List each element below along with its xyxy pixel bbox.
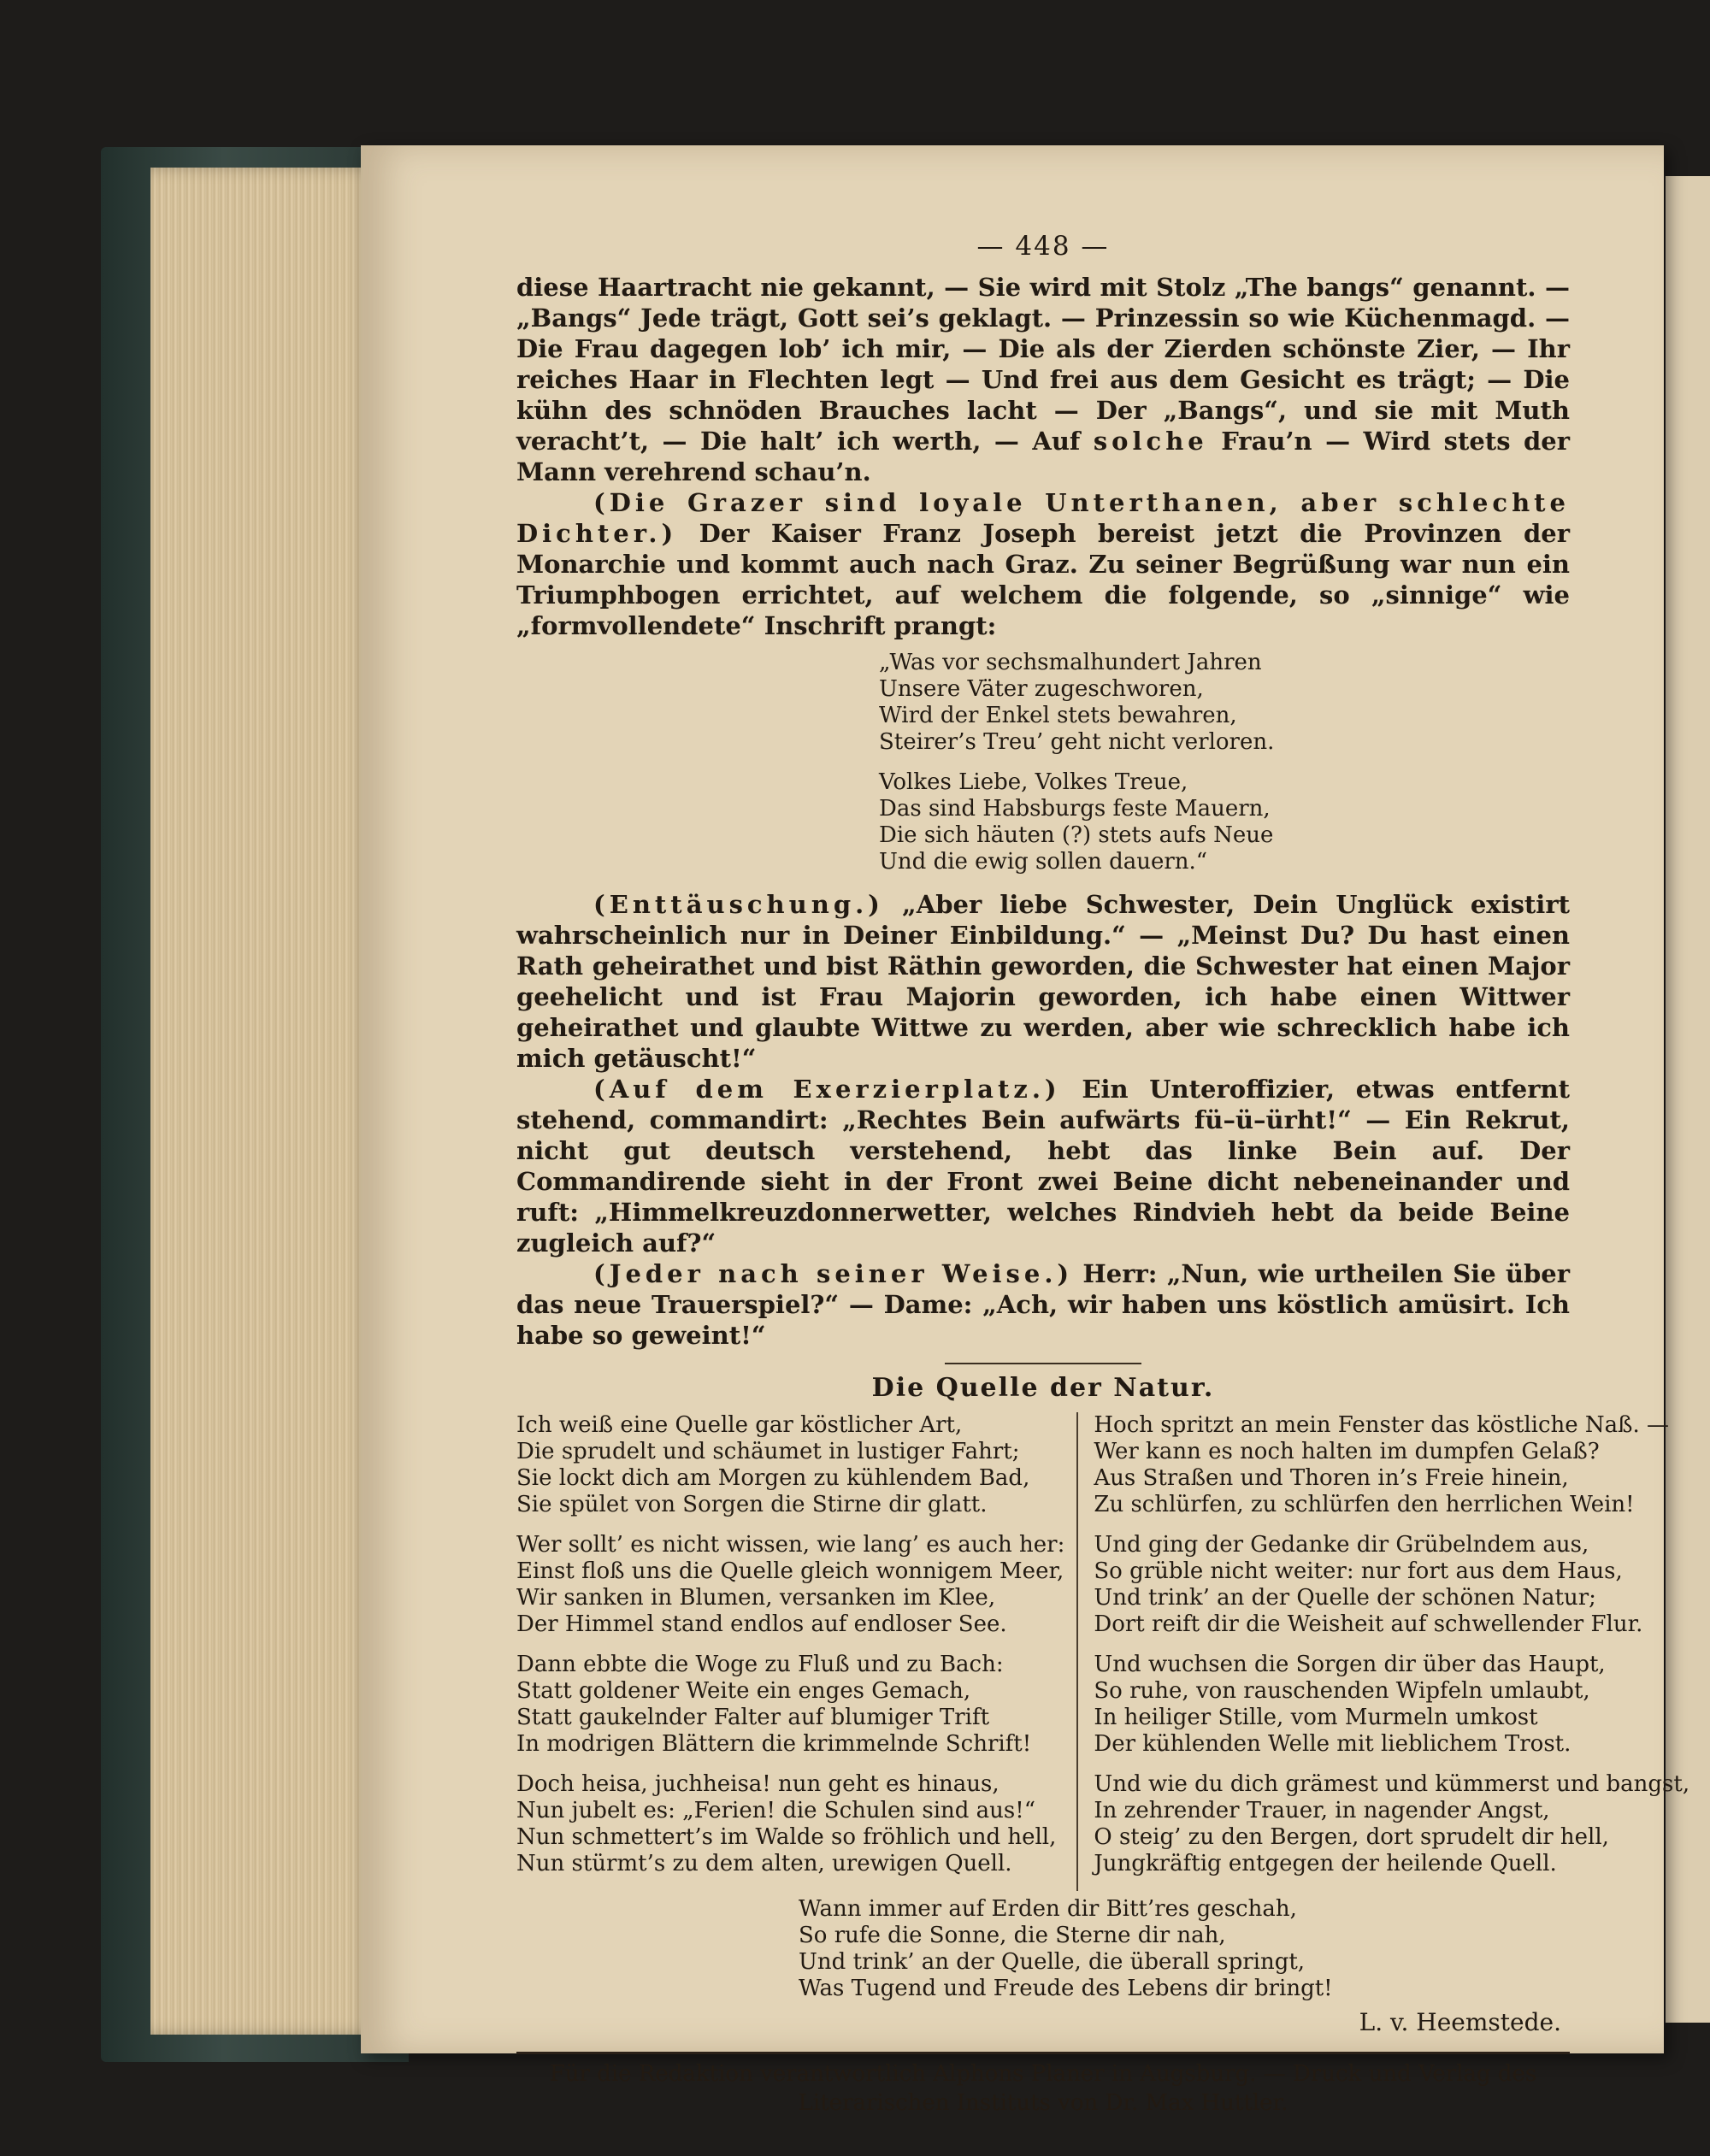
poem-title: Die Quelle der Natur. xyxy=(871,1373,1215,1403)
verse-line: Wer kann es noch halten im dumpfen Gelaß? xyxy=(1094,1439,1600,1464)
verse-line: Wird der Enkel stets bewahren, xyxy=(879,703,1237,728)
poem-columns xyxy=(516,1412,1690,1891)
page-content xyxy=(516,231,1690,2118)
poem-left-column xyxy=(516,1412,1076,1891)
paragraph-text: Ein Unteroffizier, etwas entfernt stehend, commandirt: „Rechtes Bein aufwärts fü–ü–ürht!“ — Ein Rekrut, nicht gut deutsch verstehend, hebt das linke Bein auf. Der Commandirende sieht in der Front zwei Beine dicht nebeneinander und ruft: „Himmelkreuzdonnerwetter, welches Rindvieh hebt da beide Beine zugleich auf?“ xyxy=(516,1075,1571,1258)
verse-line: Und wuchsen die Sorgen dir über das Haupt, xyxy=(1094,1652,1606,1677)
paragraph xyxy=(516,1258,1570,1351)
verse-line: Dort reift dir die Weisheit auf schwellender Flur. xyxy=(1094,1611,1643,1637)
verse-line: Der Himmel stand endlos auf endloser See. xyxy=(516,1611,1007,1637)
verse-line: Nun jubelt es: „Ferien! die Schulen sind aus!“ xyxy=(516,1798,1036,1823)
stanza xyxy=(1094,1532,1689,1638)
paragraph-text: (Enttäuschung.) xyxy=(593,890,884,919)
poem-right-column xyxy=(1076,1412,1689,1891)
stanza xyxy=(516,1532,1064,1638)
book-page xyxy=(361,145,1690,2116)
paragraph-text: (Jeder nach seiner Weise.) xyxy=(593,1259,1074,1288)
page-number: — 448 — xyxy=(976,231,1110,262)
anecdotes-section xyxy=(516,889,1570,1351)
stanza xyxy=(1094,1771,1689,1877)
verse-line: Wann immer auf Erden dir Bitt’res geschah, xyxy=(799,1896,1297,1922)
paragraph xyxy=(516,487,1570,641)
imprint-footer xyxy=(516,2054,1570,2118)
verse-line: Die sich häuten (?) stets aufs Neue xyxy=(879,822,1274,848)
verse-line: Dann ebbte die Woge zu Fluß und zu Bach: xyxy=(516,1652,1004,1677)
verse-line: Nun schmettert’s im Walde so fröhlich und hell, xyxy=(516,1824,1057,1850)
paragraph-text: (Die Grazer sind loyale Unterthanen, aber schlechte Dichter.) xyxy=(516,488,1570,548)
imprint-line-1: Für die Redaktion verantwortlich Alphons Planer in Augsburg. — Druck und Verlag des xyxy=(549,2061,1537,2087)
verse-line: Steirer’s Treu’ geht nicht verloren. xyxy=(879,729,1275,755)
verse-line: Und trink’ an der Quelle, die überall springt, xyxy=(799,1949,1306,1975)
paragraph-text: (Auf dem Exerzierplatz.) xyxy=(593,1075,1061,1104)
verse-line: Ich weiß eine Quelle gar köstlicher Art, xyxy=(516,1412,963,1438)
stanza xyxy=(1094,1652,1689,1758)
paragraph-text: solche xyxy=(1093,427,1208,456)
verse-line: Volkes Liebe, Volkes Treue, xyxy=(879,769,1188,795)
verse-line: Wir sanken in Blumen, versanken im Klee, xyxy=(516,1585,996,1611)
poem-author: L. v. Heemstede. xyxy=(1359,2008,1561,2036)
verse-line: Was Tugend und Freude des Lebens dir bringt! xyxy=(799,1976,1333,2001)
paragraph-text: Herr: „Nun, wie urtheilen Sie über das neue Trauerspiel?“ — Dame: „Ach, wir haben uns köstlich amüsirt. Ich habe so geweint!“ xyxy=(516,1259,1570,1350)
paragraph xyxy=(516,889,1570,1074)
verse-line: So rufe die Sonne, die Sterne dir nah, xyxy=(799,1923,1226,1948)
paragraph-text: Der Kaiser Franz Joseph bereist jetzt die Provinzen der Monarchie und kommt auch nach Graz. Zu seiner Begrüßung war nun ein Triumphbogen errichtet, auf welchem die folgende, so „sinnige“ wie „formvollendete“ Inschrift prangt: xyxy=(516,519,1570,640)
stanza xyxy=(1094,1412,1689,1518)
verse-line: Und ging der Gedanke dir Grübelndem aus, xyxy=(1094,1532,1589,1558)
stanza xyxy=(516,1771,1064,1877)
verse-line: Einst floß uns die Quelle gleich wonnigem Meer, xyxy=(516,1558,1064,1584)
verse-line: Statt gaukelnder Falter auf blumiger Trift xyxy=(516,1705,990,1730)
paragraph-text: „Aber liebe Schwester, Dein Unglück existirt wahrscheinlich nur in Deiner Einbildung.“ — „Meinst Du? Du hast einen Rath geheirathet und bist Räthin geworden, die Schwester hat einen Major geehelicht und ist Frau Majorin geworden, ich habe einen Wittwer geheirathet und glaubte Wittwe zu werden, aber wie schrecklich habe ich mich getäuscht!“ xyxy=(516,890,1570,1073)
paragraph-text: Frau’n — Wird stets der Mann verehrend schau’n. xyxy=(516,427,1570,486)
prose-section xyxy=(516,272,1570,641)
stanza xyxy=(516,1652,1064,1758)
verse-line: Und wie du dich grämest und kümmerst und bangst, xyxy=(1094,1771,1690,1797)
verse-line: In zehrender Trauer, in nagender Angst, xyxy=(1094,1798,1550,1823)
verse-line: Zu schlürfen, zu schlürfen den herrlichen Wein! xyxy=(1094,1492,1635,1517)
verse-line: Die sprudelt und schäumet in lustiger Fahrt; xyxy=(516,1439,1020,1464)
verse-line: „Was vor sechsmalhundert Jahren xyxy=(879,650,1262,675)
stanza xyxy=(879,769,1570,875)
verse-line: So ruhe, von rauschenden Wipfeln umlaubt, xyxy=(1094,1678,1590,1704)
verse-line: Und trink’ an der Quelle der schönen Natur; xyxy=(1094,1585,1596,1611)
paragraph-text: diese Haartracht nie gekannt, — Sie wird mit Stolz „The bangs“ genannt. — „Bangs“ Jede trägt, Gott sei’s geklagt. — Prinzessin so wie Küchenmagd. — Die Frau dagegen lob’ ich mir, — Die als der Zierden schönste Zier, — Ihr reiches Haar in Flechten legt — Und frei aus dem Gesicht es trägt; — Die kühn des schnöden Brauches lacht — Der „Bangs“, und sie mit Muth veracht’t, — Die halt’ ich werth, — Auf xyxy=(516,273,1570,456)
verse-line: Der kühlenden Welle mit lieblichem Trost. xyxy=(1094,1731,1571,1757)
verse-line: Und die ewig sollen dauern.“ xyxy=(879,849,1208,875)
verse-line: Das sind Habsburgs feste Mauern, xyxy=(879,796,1271,822)
paragraph xyxy=(516,1074,1570,1258)
poem-final-stanza xyxy=(799,1896,1570,2002)
verse-line: In modrigen Blättern die krimmelnde Schrift! xyxy=(516,1731,1032,1757)
stanza xyxy=(516,1412,1064,1518)
verse-line: Nun stürmt’s zu dem alten, urewigen Quell. xyxy=(516,1851,1012,1876)
verse-line: In heiliger Stille, vom Murmeln umkost xyxy=(1094,1705,1538,1730)
stanza xyxy=(879,650,1570,756)
verse-line: Sie spület von Sorgen die Stirne dir glatt. xyxy=(516,1492,988,1517)
section-divider xyxy=(945,1363,1141,1364)
verse-line: Doch heisa, juchheisa! nun geht es hinaus, xyxy=(516,1771,999,1797)
verse-line: O steig’ zu den Bergen, dort sprudelt dir hell, xyxy=(1094,1824,1609,1850)
imprint-line-2: Literarischen Instituts von Dr. Max Huttler. xyxy=(798,2090,1288,2116)
verse-line: Sie lockt dich am Morgen zu kühlendem Bad, xyxy=(516,1465,1030,1491)
verse-line: So grüble nicht weiter: nur fort aus dem Haus, xyxy=(1094,1558,1623,1584)
verse-line: Hoch spritzt an mein Fenster das köstliche Naß. — xyxy=(1094,1412,1670,1438)
verse-line: Jungkräftig entgegen der heilende Quell. xyxy=(1094,1851,1557,1876)
verse-line: Statt goldener Weite ein enges Gemach, xyxy=(516,1678,971,1704)
inscription-poem xyxy=(879,650,1570,875)
verse-line: Wer sollt’ es nicht wissen, wie lang’ es auch her: xyxy=(516,1532,1065,1558)
paragraph xyxy=(516,272,1570,487)
verse-line: Unsere Väter zugeschworen, xyxy=(879,676,1204,702)
verse-line: Aus Straßen und Thoren in’s Freie hinein, xyxy=(1094,1465,1569,1491)
